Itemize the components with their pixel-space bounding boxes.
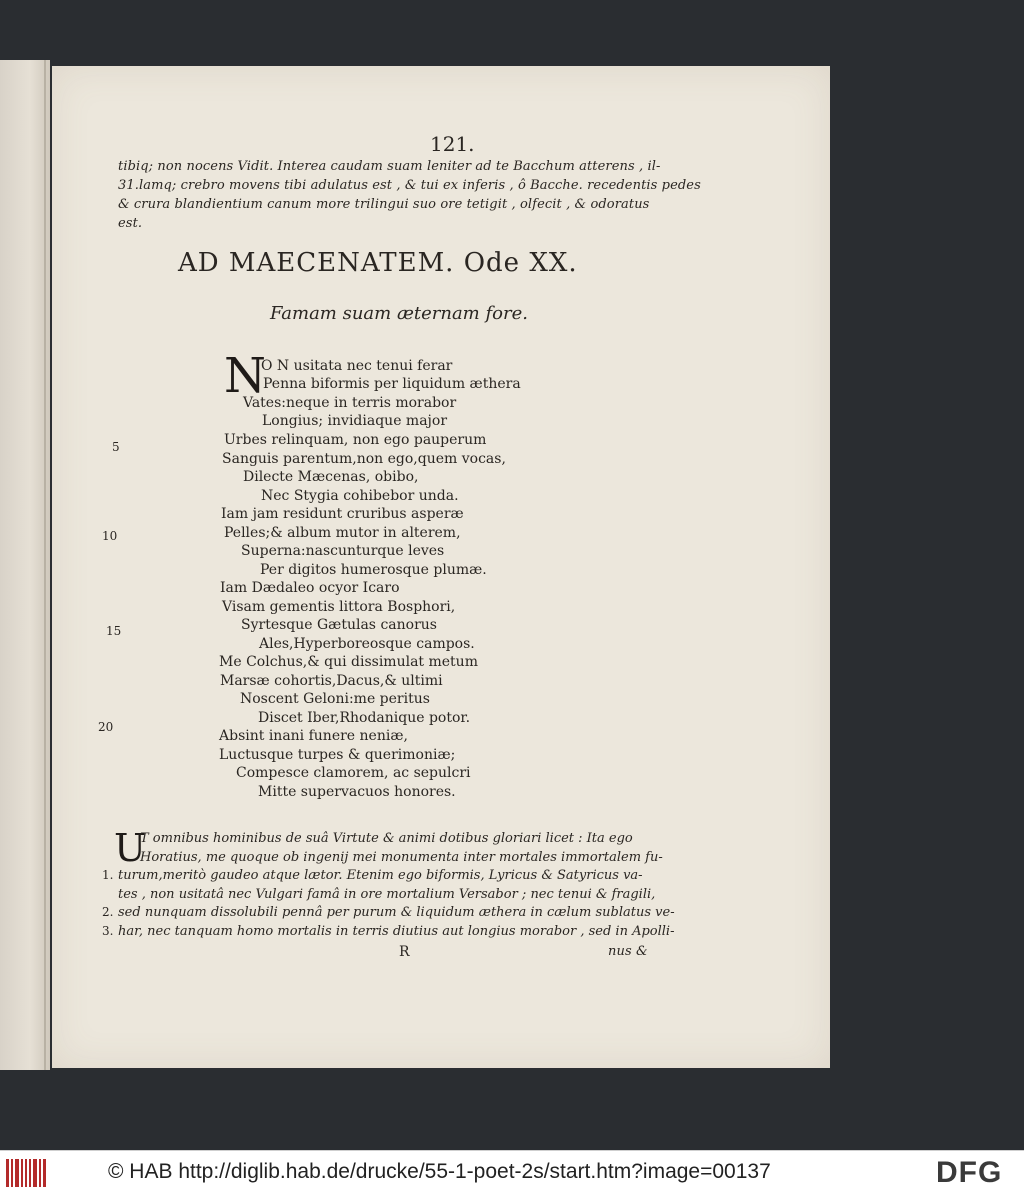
barcode-icon (6, 1159, 46, 1187)
commentary-dropcap: U (114, 826, 147, 870)
ode-line: Marsæ cohortis,Dacus,& ultimi (220, 673, 443, 689)
commentary-line: turum,meritò gaudeo atque lætor. Etenim ego biformis, Lyricus & Satyricus va- (118, 868, 643, 883)
line-number: 5 (112, 440, 120, 454)
copyright-url[interactable]: © HAB http://diglib.hab.de/drucke/55-1-poet-2s/start.htm?image=00137 (108, 1160, 771, 1183)
ode-line: Me Colchus,& qui dissimulat metum (219, 654, 478, 670)
ode-line: Penna biformis per liquidum æthera (263, 376, 521, 392)
ode-line: Per digitos humerosque plumæ. (260, 562, 487, 578)
line-number: 10 (102, 529, 118, 543)
commentary-line: est. (118, 216, 143, 231)
ode-line: Absint inani funere neniæ, (219, 728, 408, 744)
ode-line: Superna:nascunturque leves (241, 543, 445, 559)
ode-line: Dilecte Mæcenas, obibo, (243, 469, 419, 485)
book-page (52, 66, 830, 1068)
ode-line: Vates:neque in terris morabor (243, 395, 457, 411)
commentary-line: Horatius, me quoque ob ingenij mei monumenta inter mortales immortalem fu- (140, 850, 663, 865)
margin-number: 1. (102, 868, 114, 882)
ode-line: Luctusque turpes & querimoniæ; (219, 747, 456, 763)
commentary-line: har, nec tanquam homo mortalis in terris diutius aut longius morabor , sed in Apolli- (118, 924, 675, 939)
commentary-line: tes , non usitatâ nec Vulgari famâ in ore mortalium Versabor ; nec tenui & fragili, (118, 887, 656, 902)
dfg-logo: DFG (936, 1156, 1003, 1189)
ode-line: Noscent Geloni:me peritus (240, 691, 430, 707)
previous-page-edge (0, 60, 50, 1070)
ode-dropcap: N (224, 348, 266, 404)
ode-line: O N usitata nec tenui ferar (261, 358, 453, 374)
line-number: 15 (106, 624, 122, 638)
margin-number: 3. (102, 924, 114, 938)
ode-line: Visam gementis littora Bosphori, (222, 599, 456, 615)
ode-line: Longius; invidiaque major (262, 413, 448, 429)
footer-bar (0, 1150, 1024, 1194)
commentary-line: T omnibus hominibus de suâ Virtute & animi dotibus gloriari licet : Ita ego (140, 831, 633, 846)
commentary-line: tibiq; non nocens Vidit. Interea caudam suam leniter ad te Bacchum atterens , il- (118, 159, 661, 174)
ode-line: Urbes relinquam, non ego pauperum (224, 432, 487, 448)
ode-line: Mitte supervacuos honores. (258, 784, 456, 800)
commentary-line: & crura blandientium canum more trilingui suo ore tetigit , olfecit , & odoratus (118, 197, 650, 212)
ode-line: Ales,Hyperboreosque campos. (259, 636, 475, 652)
line-number: 20 (98, 720, 114, 734)
ode-line: Iam Dædaleo ocyor Icaro (220, 580, 400, 596)
signature-mark: R (399, 944, 410, 960)
margin-number: 2. (102, 905, 114, 919)
ode-subtitle: Famam suam æternam fore. (270, 303, 528, 324)
ode-line: Iam jam residunt cruribus asperæ (221, 506, 464, 522)
ode-line: Sanguis parentum,non ego,quem vocas, (222, 451, 506, 467)
ode-line: Syrtesque Gætulas canorus (241, 617, 437, 633)
page-number: 121. (430, 132, 475, 156)
catchword: nus & (608, 944, 648, 959)
ode-line: Pelles;& album mutor in alterem, (224, 525, 461, 541)
commentary-line: sed nunquam dissolubili pennâ per purum & liquidum æthera in cælum sublatus ve- (118, 905, 675, 920)
commentary-line: 31.lamq; crebro movens tibi adulatus est , & tui ex inferis , ô Bacche. recedentis pedes (118, 178, 701, 193)
ode-heading: AD MAECENATEM. Ode XX. (178, 248, 578, 278)
ode-line: Compesce clamorem, ac sepulcri (236, 765, 471, 781)
ode-line: Nec Stygia cohibebor unda. (261, 488, 459, 504)
ode-line: Discet Iber,Rhodanique potor. (258, 710, 471, 726)
